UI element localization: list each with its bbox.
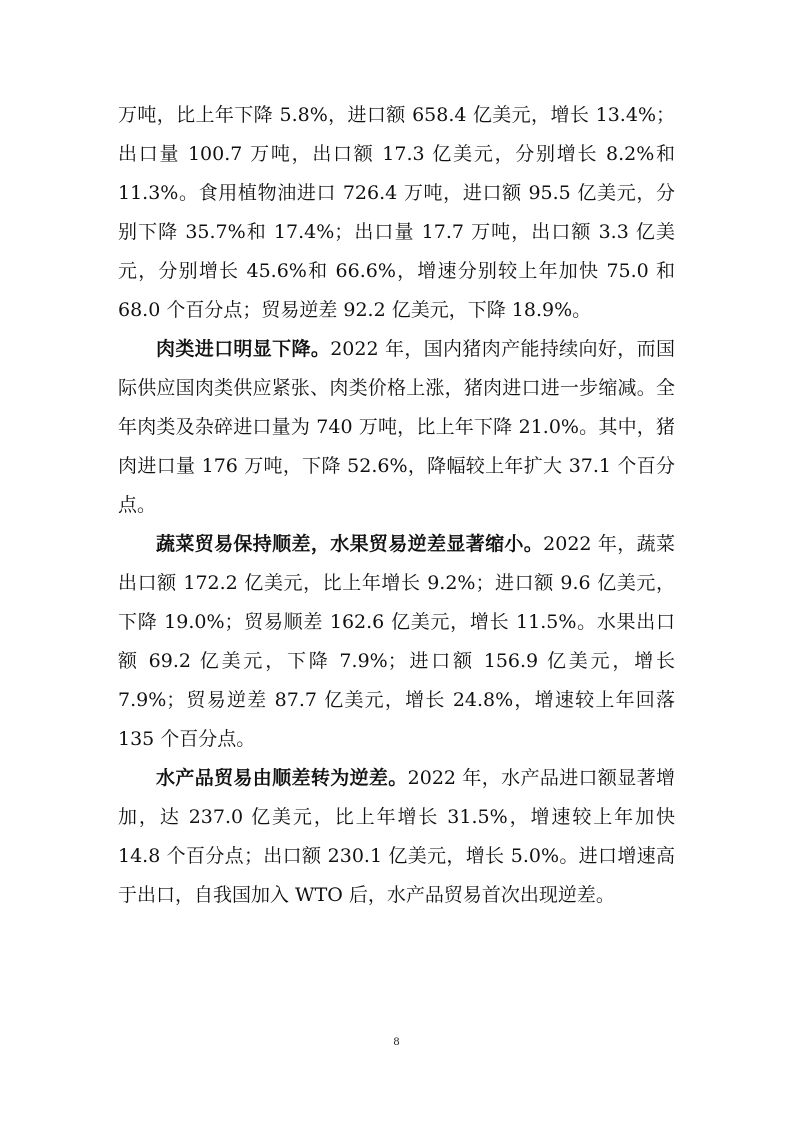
document-body [118, 96, 675, 915]
paragraph-text: 2022 年，蔬菜出口额 172.2 亿美元，比上年增长 9.2%；进口额 9.6 亿美元，下降 19.0%；贸易顺差 162.6 亿美元，增长 11.5%。水果出口额 69.2 亿美元，下降 7.9%；进口额 156.9 亿美元，增长 7.9%；贸易逆差 87.7 亿美元，增长 24.8%，增速较上年回落 135 个百分点。 [118, 533, 675, 750]
paragraph-lead-heading: 水产品贸易由顺差转为逆差。 [156, 767, 408, 789]
paragraph-lead-heading: 蔬菜贸易保持顺差，水果贸易逆差显著缩小。 [156, 533, 544, 555]
page-number: 8 [393, 1034, 400, 1048]
paragraph-lead-heading: 肉类进口明显下降。 [156, 338, 331, 360]
paragraph-text: 万吨，比上年下降 5.8%，进口额 658.4 亿美元，增长 13.4%；出口量 100.7 万吨，出口额 17.3 亿美元，分别增长 8.2%和 11.3%。食用植物油进口 726.4 万吨，进口额 95.5 亿美元，分别下降 35.7%和 17.4%；出口量 17.7 万吨，出口额 3.3 亿美元，分别增长 45.6%和 66.6%，增速分别较上年加快 75.0 和 68.0 个百分点；贸易逆差 92.2 亿美元，下降 18.9%。 [118, 104, 675, 321]
paragraph-text: 2022 年，水产品进口额显著增加，达 237.0 亿美元，比上年增长 31.5%，增速较上年加快 14.8 个百分点；出口额 230.1 亿美元，增长 5.0%。进口增速高于出口，自我国加入 WTO 后，水产品贸易首次出现逆差。 [118, 767, 675, 906]
paragraph-meat-imports [118, 330, 675, 525]
paragraph-vegetable-fruit-trade [118, 525, 675, 759]
paragraph-text: 2022 年，国内猪肉产能持续向好，而国际供应国肉类供应紧张、肉类价格上涨，猪肉进口进一步缩减。全年肉类及杂碎进口量为 740 万吨，比上年下降 21.0%。其中，猪肉进口量 176 万吨，下降 52.6%，降幅较上年扩大 37.1 个百分点。 [118, 338, 675, 516]
paragraph-aquatic-products-trade [118, 759, 675, 915]
paragraph-vegetable-oil [118, 96, 675, 330]
